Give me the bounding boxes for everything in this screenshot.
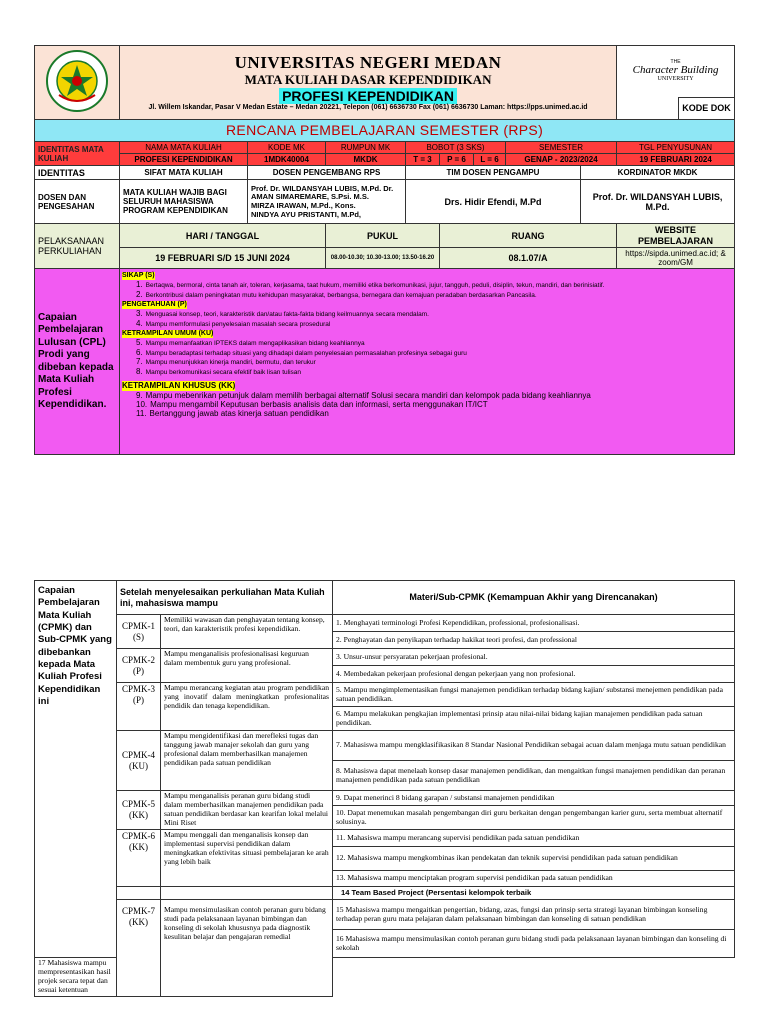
header-nama-mk: NAMA MATA KULIAH [120,142,248,154]
cpl-content [120,269,735,455]
item-text: Berkontribusi dalam peningkatan mutu kehidupan masyarakat, berbangsa, bernegara dan kemajuan peradaban berdasarkan Pancasila. [145,291,537,299]
materi-header: Materi/Sub-CPMK (Kemampuan Akhir yang Direncanakan) [333,581,735,615]
kode-dok-label: KODE DOK [679,98,735,120]
cpmk-code: CPMK-4 (KU) [117,731,161,791]
course-group: MATA KULIAH DASAR KEPENDIDIKAN [244,71,492,87]
materi-item: 2. Penghayatan dan penyikapan terhadap hakikat teori profesi, dan professional [333,632,735,649]
cpmk-desc: Mampu menggali dan menganalisis konsep dan implementasi supervisi pendidikan dalam meningkatkan efektivitas situasi pembelajaran ke arah yang lebih baik [161,830,333,887]
identitas-label: IDENTITAS [35,166,120,180]
materi-item: 1. Menghayati terminologi Profesi Kependidikan, professional, profesionalisasi. [333,615,735,632]
rps-title: RENCANA PEMBELAJARAN SEMESTER (RPS) [35,120,735,142]
item-text: Mampu menunjukkan kinerja mandiri, bermutu, dan terukur [145,359,316,367]
pengembang-line: Prof. Dr. WILDANSYAH LUBIS, M.Pd. Dr. [251,183,394,193]
list-item [136,280,732,289]
section-title: KETRAMPILAN KHUSUS (KK) [122,381,236,391]
value-tgl: 19 FEBRUARI 2024 [617,154,735,166]
item-number: 5. [136,338,143,348]
header-dosen-pengembang: DOSEN PENGEMBANG RPS [248,166,406,180]
list-item [136,319,732,328]
item-number: 2. [136,289,143,299]
value-pukul: 08.00-10.30; 10.30-13.00; 13.50-16.20 [326,248,440,269]
header-tim-dosen: TIM DOSEN PENGAMPU [406,166,581,180]
item-text: Mampu memanfaatkan IPTEKS dalam mengaplikasikan bidang keahliannya [145,340,365,348]
dosen-pengembang-value [248,180,406,224]
materi-item: 14 Team Based Project (Persentasi kelompok terbaik [333,887,735,900]
cpmk-desc: Mampu mengidentifikasi dan merefleksi tugas dan tanggung jawab manajer sekolah dan guru yang profesional dalam memberhasilkan manajemen pendidikan pada satuan pendidikan [161,731,333,791]
cpl-section-sikap [122,270,732,299]
item-number: 10. [136,399,148,409]
item-number: 8. [136,366,143,376]
value-bobot-p: P = 6 [440,154,474,166]
list-item [136,409,732,418]
item-number: 7. [136,357,143,367]
materi-item: 7. Mahasiswa mampu mengklasifikasikan 8 Standar Nasional Pendidikan sebagai acuan dalam menjaga mutu satuan pendidikan [333,731,735,761]
cpmk-desc: Mampu mensimulasikan contoh peranan guru bidang studi pada pelaksanaan layanan bimbingan dan konseling di sekolah khususnya pada diagnostik kesulitan belajar dan pengajaran remedial [161,900,333,997]
value-rumpun-mk: MKDK [326,154,406,166]
unimed-logo-icon [45,49,109,113]
course-title-wrap [123,88,613,104]
header-rumpun-mk: RUMPUN MK [326,142,406,154]
header-pukul: PUKUL [326,224,440,248]
value-website: https://sipda.unimed.ac.id; & zoom/GM [617,248,735,269]
materi-item: 6. Mampu melakukan pengkajian implementasi prinsip atau nilai-nilai bidang kajian manajemen pendidikan pada satuan pendidikan. [333,707,735,731]
cpmk-code: CPMK-7 (KK) [117,900,161,997]
dosen-pengesahan-label: DOSEN DAN PENGESAHAN [35,180,120,224]
university-logo [35,46,120,120]
materi-item: 9. Dapat menerinci 8 bidang garapan / substansi manajemen pendidikan [333,791,735,806]
item-text: Mampu berkomunikasi secara efektif baik lisan tulisan [145,368,302,376]
item-number: 11. [136,408,147,418]
cpmk-code: CPMK-5 (KK) [117,791,161,830]
list-item [136,391,732,400]
value-bobot-t: T = 3 [406,154,440,166]
koordinator-value: Prof. Dr. WILDANSYAH LUBIS, M.Pd. [581,180,735,224]
course-title: PROFESI KEPENDIDIKAN [279,88,457,104]
item-text: Menguasai konsep, teori, karakteristik dan/atau fakta-fakta bidang keilmuannya secara mendalam. [145,311,429,319]
section-title: SIKAP (S) [122,272,155,280]
item-text: Mampu memformulasi penyelesaian masalah secara prosedural [145,320,331,328]
list-item [136,357,732,366]
materi-item: 11. Mahasiswa mampu merancang supervisi pendidikan pada satuan pendidikan [333,830,735,847]
pengembang-line: NINDYA AYU PRISTANTI, M.Pd, [251,209,362,219]
character-building-logo [617,46,735,98]
logo-small-text: THE [670,58,681,65]
cpl-section-pengetahuan [122,299,732,328]
value-kode-mk: 1MDK40004 [248,154,326,166]
tim-pengampu-value: Drs. Hidir Efendi, M.Pd [406,180,581,224]
cpmk-desc: Mampu menganalisis profesionalisasi keguruan dalam membentuk guru yang profesional. [161,649,333,683]
cpmk-desc: Mampu merancang kegiatan atau program pendidikan yang inovatif dalam meningkatkan profesionalitas pendidik dan tenaga kependidikan. [161,683,333,731]
value-semester: GENAP - 2023/2024 [506,154,617,166]
cpmk-code-empty [117,887,161,900]
materi-item: 4. Membedakan pekerjaan profesional dengan pekerjaan yang non profesional. [333,666,735,683]
pengembang-line: AMAN SIMAREMARE, S.Psi. M.S. [251,192,369,202]
university-name: UNIVERSITAS NEGERI MEDAN [234,53,502,73]
item-text: Bertanggung jawab atas kinerja satuan pendidikan [149,408,329,418]
header-sifat-mk: SIFAT MATA KULIAH [120,166,248,180]
pengembang-line: MIRZA IRAWAN, M.Pd., Kons. [251,200,356,210]
cpmk-label: Capaian Pembelajaran Mata Kuliah (CPMK) dan Sub-CPMK yang dibebankan kepada Mata Kuliah Profesi Kependidikan ini [35,581,117,958]
item-text: Bertaqwa, bermoral, cinta tanah air, toleran, kerjasama, taat hukum, memiliki etika berkomunikasi, jujur, tangguh, peduli, disiplin, tekun, mandiri, dan berinisiatif. [145,282,605,290]
materi-item: 16 Mahasiswa mampu mensimulasikan contoh peranan guru bidang studi pada pelaksanaan layanan bimbingan dan konseling di sekolah [333,930,735,958]
address: Jl. Willem Iskandar, Pasar V Medan Estate – Medan 20221, Telepon (061) 6636730 Fax (061) 6636730 Laman: https://pps.unimed.ac.id [148,103,588,111]
cpl-section-ku [122,328,732,376]
header-ruang: RUANG [440,224,617,248]
item-number: 6. [136,347,143,357]
list-item [136,367,732,376]
header-bobot: BOBOT (3 SKS) [406,142,506,154]
cpmk-desc-empty [161,887,333,900]
list-item [136,338,732,347]
header-website: WEBSITE PEMBELAJARAN [617,224,735,248]
value-bobot-l: L = 6 [474,154,506,166]
pelaksanaan-label: PELAKSANAAN PERKULIAHAN [35,224,120,269]
rps-header-table [34,45,735,455]
cpmk-desc: Mampu menganalisis peranan guru bidang studi dalam memberhasilkan manajemen pendidikan pada satuan pendidikan berdasar kan kearifan lokal melalui Mini Riset [161,791,333,830]
sifat-mk-value: MATA KULIAH WAJIB BAGI SELURUH MAHASISWA PROGRAM KEPENDIDIKAN [120,180,248,224]
materi-item: 5. Mampu mengimplementasikan fungsi manajemen pendidikan terhadap bidang kajian/ substansi menejemen pendidikan pada satuan pendidikan. [333,683,735,707]
cpmk-code: CPMK-6 (KK) [117,830,161,887]
item-text: Mampu beradaptasi terhadap situasi yang dihadapi dalam penyelesaian permasalahan profesinya sebagai guru [145,349,467,357]
cpl-label: Capaian Pembelajaran Lulusan (CPL) Prodi yang dibeban kepada Mata Kuliah Profesi Kependidikan. [35,269,120,455]
materi-item: 3. Unsur-unsur persyaratan pekerjaan profesional. [333,649,735,666]
section-title: KETRAMPILAN UMUM (KU) [122,330,214,338]
cpl-section-kk [122,379,732,418]
materi-item: 8. Mahasiswa dapat menelaah konsep dasar manajemen pendidikan, dan mengaitkan fungsi manajemen pendidikan dan peranan manajemen pendidikan pada satuan pendidikan [333,761,735,791]
materi-item: 12. Mahasiswa mampu mengkombinas ikan pendekatan dan teknik supervisi pendidikan pada satuan pendidikan [333,847,735,871]
cpmk-desc: Memiliki wawasan dan penghayatan tentang konsep, teori, dan karakteristik profesi kependidikan. [161,615,333,649]
header-hari: HARI / TANGGAL [120,224,326,248]
item-text: Mampu mengambil Keputusan berbasis analisis data dan informasi, serta menggunakan IT/ICT [150,399,488,409]
header-koordinator: KORDINATOR MKDK [581,166,735,180]
item-text: Mampu mebenrikan petunjuk dalam memilih berbagai alternatif Solusi secara mandiri dan kelompok pada bidang keahliannya [145,390,591,400]
header-tgl-penyusunan: TGL PENYUSUNAN [617,142,735,154]
header-semester: SEMESTER [506,142,617,154]
cpmk-intro: Setelah menyelesaikan perkuliahan Mata Kuliah ini, mahasiswa mampu [117,581,333,615]
header-title-block [120,46,617,120]
identitas-mk-label: IDENTITAS MATA KULIAH [35,142,120,166]
materi-item: 13. Mahasiswa mampu menciptakan program supervisi pendidikan pada satuan pendidikan [333,871,735,887]
cpmk-table [34,580,735,997]
list-item [136,348,732,357]
item-number: 4. [136,318,143,328]
value-nama-mk: PROFESI KEPENDIDIKAN [120,154,248,166]
cpmk-code: CPMK-1 (S) [117,615,161,649]
item-number: 3. [136,309,143,319]
materi-item: 15 Mahasiswa mampu mengaitkan pengertian, bidang, azas, fungsi dan prinsip serta strategi layanan bimbingan konseling terhadap peran guru mata pelajaran dalam pelaksanaan bimbingan dan konseling di satuan pendidikan [333,900,735,930]
materi-item: 17 Mahasiswa mampu mempresentasikan hasil projek secara tepat dan sesuai ketentuan [35,958,117,997]
cpmk-code: CPMK-2 (P) [117,649,161,683]
logo-main-text: Character Building [632,64,719,77]
materi-item: 10. Dapat menemukan masalah pengembangan diri guru berkaitan dengan pengembangan karier guru, serta membuat alternatif solusinya. [333,806,735,830]
header-kode-mk: KODE MK [248,142,326,154]
logo-sub-text: UNIVERSITY [657,76,694,83]
item-number: 1. [136,280,143,290]
list-item [136,309,732,318]
item-number: 9. [136,390,143,400]
section-title: PENGETAHUAN (P) [122,301,187,309]
value-ruang: 08.1.07/A [440,248,617,269]
list-item [136,290,732,299]
value-hari: 19 FEBRUARI S/D 15 JUNI 2024 [120,248,326,269]
list-item [136,400,732,409]
cpmk-code: CPMK-3 (P) [117,683,161,731]
